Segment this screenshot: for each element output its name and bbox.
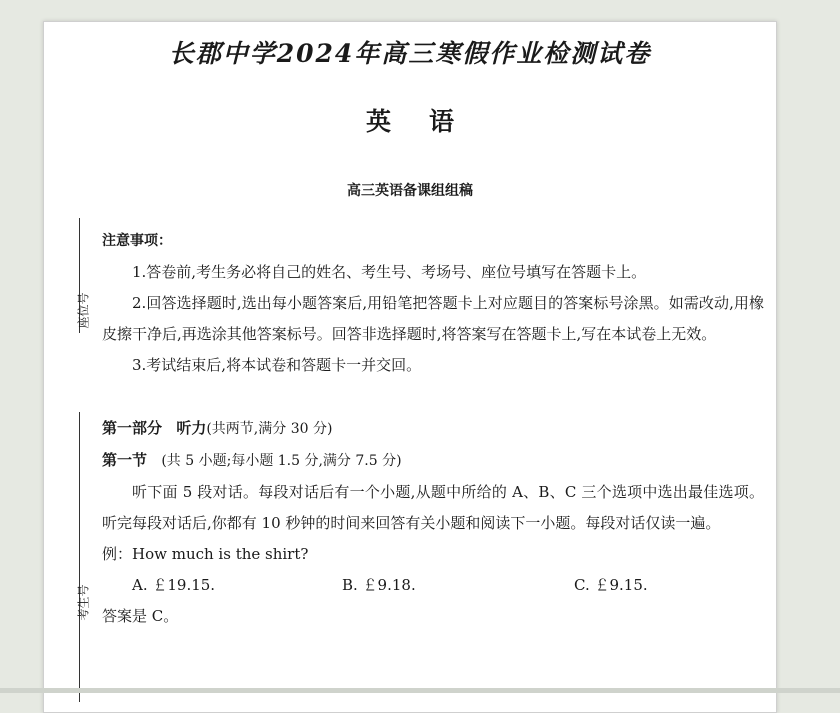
section1-label: 第一节 bbox=[102, 451, 148, 469]
note-item-1: 1.答卷前,考生务必将自己的姓名、考生号、考场号、座位号填写在答题卡上。 bbox=[132, 263, 647, 281]
part1-label: 第一部分 bbox=[102, 419, 163, 437]
example-options bbox=[102, 570, 764, 601]
listening-instructions: 听下面 5 段对话。每段对话后有一个小题,从题中所给的 A、B、C 三个选项中选出最佳选项。听完每段对话后,你都有 10 秒钟的时间来回答有关小题和阅读下一小题。每段对话仅读一遍。 bbox=[102, 483, 764, 532]
exam-number-label: 考生号 bbox=[76, 584, 91, 621]
option-a: A. ￡19.15. bbox=[132, 576, 216, 594]
exam-page bbox=[43, 21, 777, 713]
part1-heading bbox=[102, 413, 764, 445]
binding-line-bottom bbox=[79, 412, 80, 702]
note-item-3: 3.考试结束后,将本试卷和答题卡一并交回。 bbox=[132, 356, 422, 374]
seat-number-label: 座位号 bbox=[76, 292, 91, 329]
section1-desc: (共 5 小题;每小题 1.5 分,满分 7.5 分) bbox=[161, 453, 402, 469]
option-c: C. ￡9.15. bbox=[574, 576, 648, 594]
option-b: B. ￡9.18. bbox=[342, 576, 416, 594]
author-line: 高三英语备课组组稿 bbox=[347, 183, 473, 199]
exam-title: 长郡中学2024年高三寒假作业检测试卷 bbox=[168, 39, 652, 68]
subject-char-2: 语 bbox=[429, 107, 455, 136]
example-answer: 答案是 C。 bbox=[102, 607, 179, 625]
notes-heading: 注意事项： bbox=[102, 233, 172, 249]
subject-char-1: 英 bbox=[365, 107, 391, 136]
example-question: 例：How much is the shirt? bbox=[102, 545, 309, 563]
section1-heading bbox=[102, 445, 764, 477]
bottom-scroll-bar bbox=[0, 688, 840, 693]
subject-title bbox=[44, 102, 776, 138]
exam-content bbox=[102, 226, 764, 632]
note-item-2: 2.回答选择题时,选出每小题答案后,用铅笔把答题卡上对应题目的答案标号涂黑。如需改动,用橡皮擦干净后,再选涂其他答案标号。回答非选择题时,将答案写在答题卡上,写在本试卷上无效。 bbox=[102, 294, 764, 343]
part1-desc: (共两节,满分 30 分) bbox=[206, 421, 333, 437]
part1-title: 听力 bbox=[176, 419, 207, 437]
